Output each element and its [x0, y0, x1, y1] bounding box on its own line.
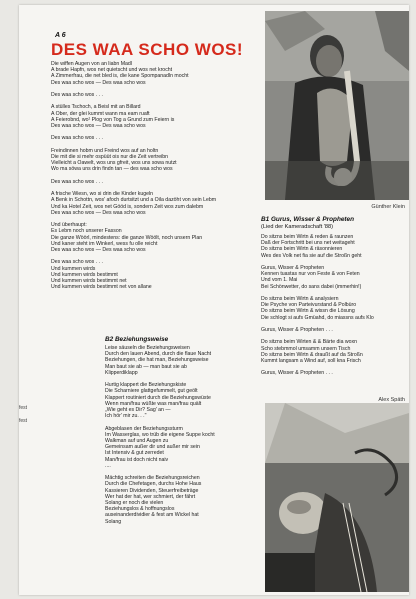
photo-saxophone-player — [265, 11, 409, 200]
poem-line: .... — [105, 462, 111, 469]
poem-line: Leise säuseln die Beziehungsweisen — [105, 345, 190, 351]
poem-line: Kassieren Dividenden, Steuerfreibeträge — [105, 487, 199, 494]
poem-line: Gemeinsam außer dir und außer mir sein — [105, 444, 200, 451]
poem-line: Und vom 1. Mai — [261, 277, 298, 284]
photo-bass-player — [265, 403, 409, 592]
poem-line: auseinanderdividier & fest am Wickel hat — [105, 512, 199, 519]
poem-line: Ist Intensiv & gut zerredet — [105, 450, 164, 457]
poem-line: Durch den lauen Abend, durch die flaue Nacht — [105, 351, 212, 358]
poem-line: Des waa scho wos — Des waa scho wos — [51, 209, 146, 216]
poem-line: Kummt langsam a Wind auf, soll kna Frisch — [261, 358, 361, 364]
poem-a — [51, 61, 216, 290]
b2-heading-block — [105, 336, 168, 344]
poem-line: A Feierobnd, wo¹ Plog von Tog a Grund zum Feiern is — [51, 116, 175, 123]
poem-line: Wes des Volk net fia sie auf die Stroßn geht — [261, 252, 362, 259]
page-title: DES WAA SCHO WOS! — [51, 40, 244, 59]
poem-stanza — [261, 234, 374, 259]
poem-line: Es Lebm noch unserer Fasson — [51, 228, 122, 235]
poem-line: Do sitzns beim Wirtn & analysiern — [261, 296, 339, 302]
poem-stanza — [51, 104, 216, 129]
poem-line: Do sitzns beim Wirtn & räsonnieren — [261, 246, 343, 253]
poem-line: Die Psyche von Parteivurstand & Polbüro — [261, 302, 357, 309]
poem-line: A Ober, der glei kummt wann ma eam ruaft — [51, 110, 150, 117]
poem-line: Des waa scho wos . . . — [51, 259, 103, 266]
poem-stanza — [51, 92, 216, 98]
poem-stanza — [105, 475, 215, 525]
poem-b1 — [261, 234, 374, 377]
poem-line: A Benk in Schottn, wos' afoch durtsitzt und a Oila dazöht von sein Lebm — [51, 197, 217, 204]
poem-stanza — [261, 370, 374, 376]
poem-line: Durch die Chefetagen, durchs Hohe Haus — [105, 481, 202, 488]
poem-line: „Wie geht es Dir? Sag' an — — [105, 407, 171, 414]
poem-stanza — [51, 179, 216, 185]
poem-line: Des waa scho wos — Des waa scho wos — [51, 123, 146, 129]
poem-line: Abgeblasen der Beziehungssturm — [105, 425, 183, 432]
poem-line: Wo ma söwa uns drin findn tan — des waa scho wos — [51, 166, 173, 173]
poem-line: Hurtig klappert die Beziehungskiste — [105, 382, 187, 389]
poem-stanza — [51, 222, 216, 253]
poem-line: Ich hör' mir zu. . ." — [105, 413, 147, 420]
poem-line: Kennen tuastas nur von Feste & von Feten — [261, 271, 360, 278]
poem-line: Des waa scho wos . . . — [51, 178, 103, 185]
poem-line: Do sitzns beim Wirtn & draußt auf da Stroßn — [261, 351, 363, 358]
poem-line: Und kummen wirds — [51, 265, 96, 272]
poem-line: Do sitzns beim Wirten & & Bärte dia woxn — [261, 339, 358, 346]
poem-line: Freindinnen hobm und Freind wos auf an holtn — [51, 147, 159, 154]
poem-line: Scho stebmmol umsamm unsern Tisch — [261, 345, 351, 352]
poem-stanza — [51, 135, 216, 141]
poem-line: Man baut sie ab — man baut sie ab — [105, 363, 187, 370]
poem-line: Und kaner steht im Winkerl, wess fu olle reicht — [51, 240, 158, 247]
poem-stanza — [51, 191, 216, 216]
poem-line: Solang — [105, 518, 122, 525]
poem-line: Die schlogt si aufs Gmüahd, do miassns aufs Klo — [261, 314, 374, 321]
poem-line: Beziehungslos & hoffnungslos — [105, 506, 175, 513]
poem-line: Und ka Hotel Zeit, wos net Gööd is, sondern Zeit wos zum dalebm — [51, 203, 204, 210]
poem-line: Und kummen wirds bestimmt — [51, 271, 118, 278]
poem-line: Klappert routiniert durch die Beziehungswüste — [105, 394, 211, 401]
poem-line: Man/frau ist doch nicht naiv — [105, 456, 169, 463]
poem-line: Des waa scho wos . . . — [51, 135, 103, 142]
poem-line: Die ganze Wöörl, mindestens: die ganze Wöölt, noch unsern Plan — [51, 234, 203, 241]
poem-line: Mächtig schreiten die Beziehungsreichen — [105, 475, 200, 482]
poem-line: Im Wasserglas, wo trüb die eigene Suppe kocht — [105, 431, 215, 438]
b1-heading: B1 Gurus, Wisser & Propheten — [261, 216, 354, 223]
poem-line: Wenn man/frau wüßte was man/frau quält — [105, 400, 202, 407]
page — [19, 5, 409, 595]
poem-stanza — [51, 259, 216, 290]
poem-b2 — [105, 345, 215, 525]
saxophone-photo-graphic — [265, 11, 409, 200]
poem-line: Und kummen wirds bestimmt net von allane — [51, 284, 152, 291]
poem-line: Solang er noch die vielen — [105, 500, 164, 507]
poem-line: Gurus, Wisser & Propheten . . . — [261, 327, 333, 333]
poem-line: Und überhaupt: — [51, 222, 87, 229]
poem-line: Die Scharniere glattgefummelt, gut geölt — [105, 388, 198, 395]
edge-fragment: fest — [19, 405, 28, 411]
poem-line: Walkman auf und Augen zu — [105, 438, 169, 445]
edge-fragment: fest — [19, 418, 28, 424]
poem-line: Vielleicht a Oawelt, wos uns gfreit, wos uns sowa nutzt — [51, 160, 177, 167]
poem-stanza — [51, 61, 216, 86]
poem-stanza — [51, 148, 216, 173]
poem-line: Wer hat der hat, wer schmiert, der fährt — [105, 493, 196, 500]
poem-line: A Zimmerfrau, die net bled is, die kane Spompanadln mocht — [51, 73, 189, 80]
b1-heading-block — [261, 216, 354, 231]
poem-line: Des waa scho wos — Des waa scho wos — [51, 79, 146, 86]
poem-line: Gurus, Wisser & Propheten . . . — [261, 370, 333, 377]
bass-photo-graphic — [265, 403, 409, 592]
poem-line: A stülles Tschoch, a Beisl mit an Billard — [51, 104, 141, 111]
photo-credit: Alex Späth — [378, 397, 405, 403]
poem-stanza — [105, 382, 215, 419]
poem-line: Des waa scho wos . . . — [51, 92, 103, 98]
b1-subtitle: (Lied der Kameradschaft '88) — [261, 224, 333, 230]
poem-line: Gurus, Wisser & Propheten — [261, 265, 325, 271]
poem-stanza — [261, 296, 374, 321]
poem-line: Klipperdiklapp — [105, 369, 138, 376]
b2-heading: B2 Beziehungsweise — [105, 336, 169, 343]
poem-line: Beziehungen, die hat man, Beziehungsweise — [105, 357, 209, 364]
section-label: A 6 — [55, 32, 66, 39]
poem-line: Do sitzns beim Wirtn & reden & raunzen — [261, 234, 354, 240]
poem-stanza — [261, 327, 374, 333]
poem-line: Und kummen wirds bestimmt net — [51, 277, 127, 284]
poem-stanza — [105, 345, 215, 376]
poem-line: Do sitzns beim Wirtn & wissn die Lösung — [261, 308, 355, 315]
poem-stanza — [261, 339, 374, 364]
poem-line: A frische Wiesn, wo si drin die Kinder kugeln — [51, 191, 154, 198]
poem-line: Des waa scho wos — Des waa scho wos — [51, 246, 146, 253]
poem-stanza — [261, 265, 374, 290]
poem-line: Die wiffen Augen von an liabn Madl — [51, 61, 132, 67]
poem-stanza — [105, 426, 215, 469]
poem-line: A brade Hapfn, wos net quietscht und wos net krocht — [51, 67, 173, 74]
poem-line: Daß der Fortschritt bei uns net weitageht — [261, 240, 355, 247]
poem-line: Bei Schönwetter, do sans dabei (immerhin!) — [261, 283, 362, 290]
photo-credit: Günther Klein — [371, 204, 405, 210]
poem-line: Die mit die si mehr ospüüt ois nur die Zeit vertreibn — [51, 153, 169, 160]
